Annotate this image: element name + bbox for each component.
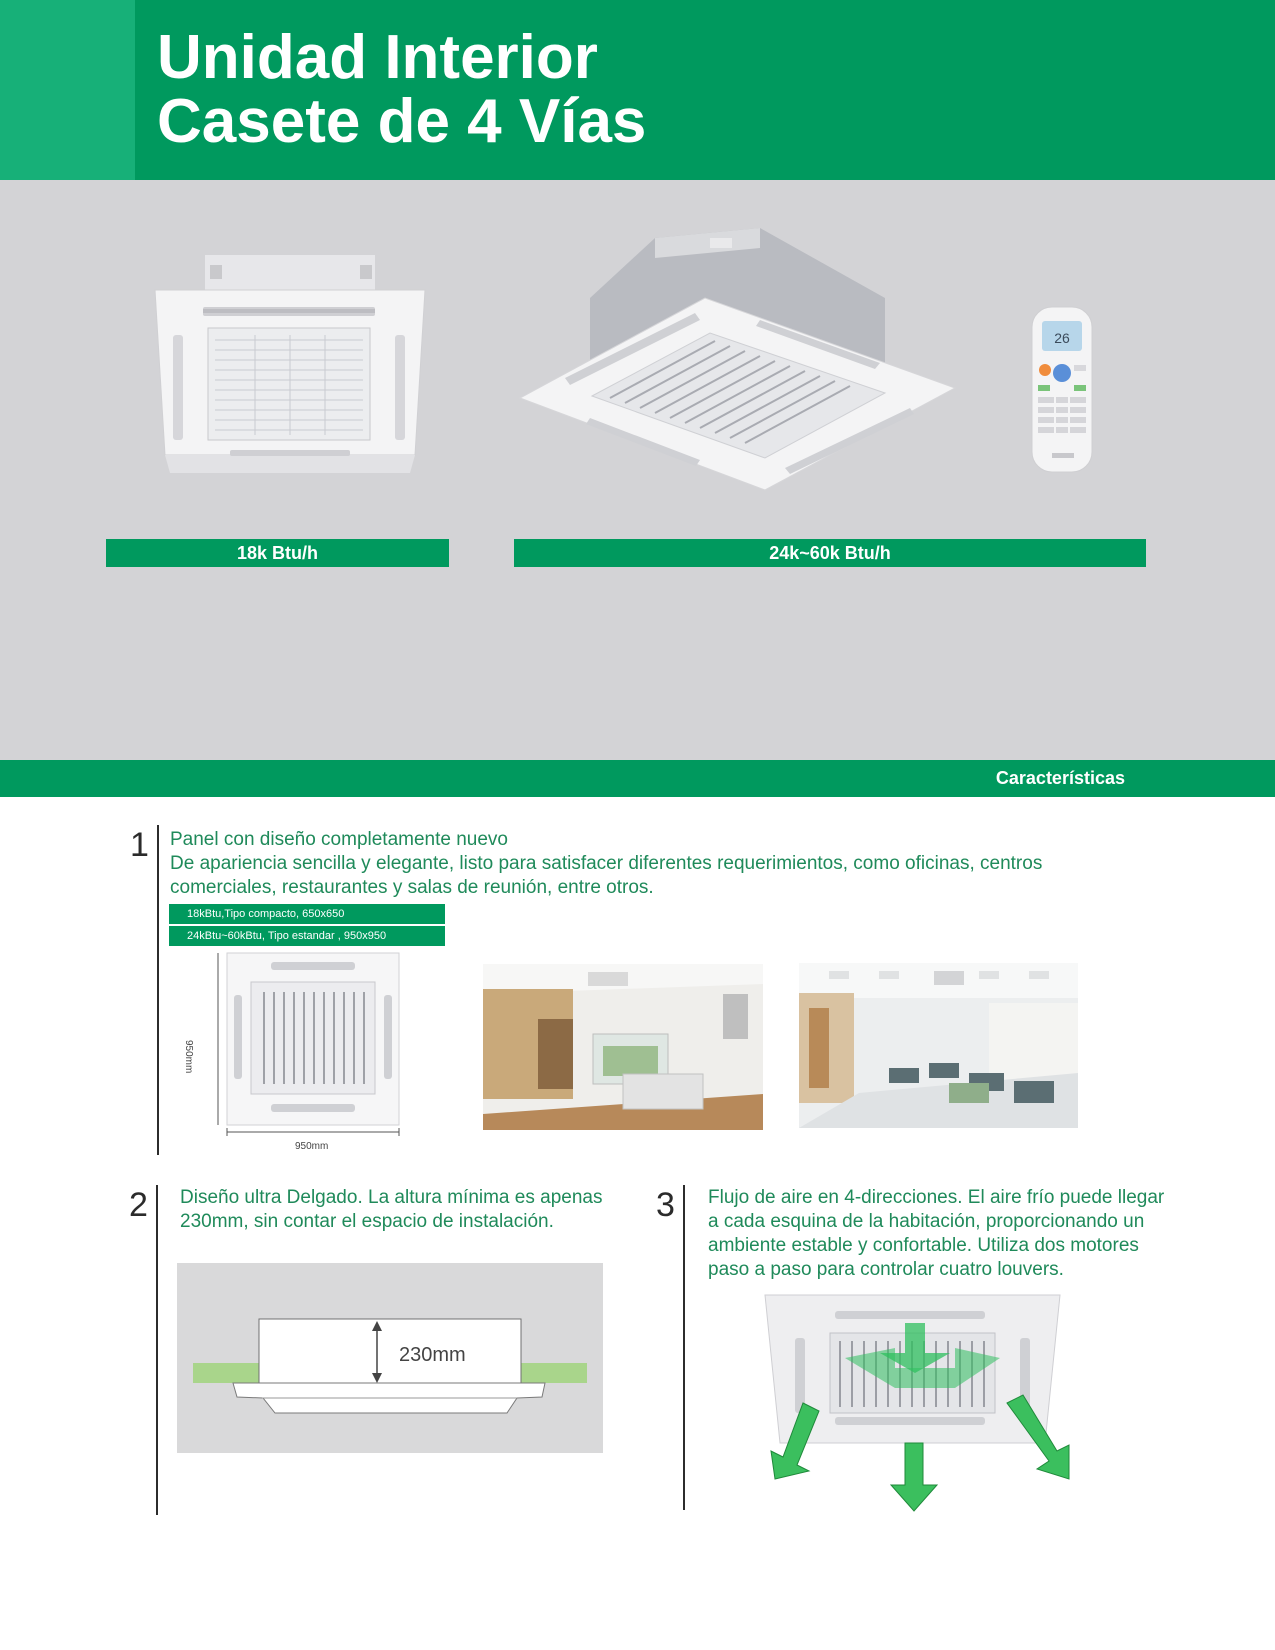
feature-2-text <box>180 1186 650 1234</box>
capacity-label-standard: 24k~60k Btu/h <box>514 539 1146 567</box>
airflow-diagram <box>745 1293 1095 1513</box>
compact-cassette-unit-image <box>145 255 435 485</box>
feature-2-line1: Diseño ultra Delgado. La altura mínima es apenas <box>180 1187 603 1208</box>
spec-standard: 24kBtu~60kBtu, Tipo estandar , 950x950 <box>169 926 445 946</box>
page-title-line2: Casete de 4 Vías <box>157 87 647 156</box>
feature-1-number: 1 <box>130 826 149 864</box>
capacity-label-compact: 18k Btu/h <box>106 539 449 567</box>
height-diagram <box>177 1263 603 1453</box>
standard-cassette-unit-image <box>510 228 960 498</box>
feature-3-line3: ambiente estable y confortable. Utiliza dos motores <box>708 1235 1139 1256</box>
feature-1-text <box>170 828 1170 900</box>
panel-dimension-drawing <box>196 950 411 1155</box>
feature-2-divider <box>156 1185 158 1515</box>
feature-3-line2: a cada esquina de la habitación, proporcionando un <box>708 1211 1145 1232</box>
dimension-label-vertical: 950mm <box>183 1040 194 1074</box>
header-accent-block <box>0 0 135 180</box>
feature-2-line2: 230mm, sin contar el espacio de instalación. <box>180 1211 554 1232</box>
remote-display-text: 26 <box>1054 330 1070 346</box>
features-title: Características <box>995 768 1125 788</box>
feature-3-line1: Flujo de aire en 4-direcciones. El aire frío puede llegar <box>708 1187 1165 1208</box>
feature-3-number: 3 <box>656 1186 675 1224</box>
spec-compact: 18kBtu,Tipo compacto, 650x650 <box>169 904 445 924</box>
feature-2-number: 2 <box>129 1186 148 1224</box>
feature-3-text <box>708 1186 1208 1282</box>
feature-1-line1: De apariencia sencilla y elegante, listo para satisfacer diferentes requerimientos, como oficinas, centros <box>170 853 1043 874</box>
feature-1-line2: comerciales, restaurantes y salas de reunión, entre otros. <box>170 877 654 898</box>
height-diagram-label: 230mm <box>399 1344 466 1366</box>
feature-3-line4: paso a paso para controlar cuatro louvers. <box>708 1259 1064 1280</box>
features-header-bar <box>0 760 1275 797</box>
remote-control-image <box>1030 305 1095 475</box>
page-title-line1: Unidad Interior <box>157 23 598 92</box>
feature-3-divider <box>683 1185 685 1510</box>
feature-1-divider <box>157 825 159 1155</box>
dimension-label-horizontal: 950mm <box>295 1141 329 1152</box>
office-photo-1 <box>483 964 763 1130</box>
office-photo-2 <box>799 963 1078 1128</box>
feature-1-heading: Panel con diseño completamente nuevo <box>170 829 509 850</box>
